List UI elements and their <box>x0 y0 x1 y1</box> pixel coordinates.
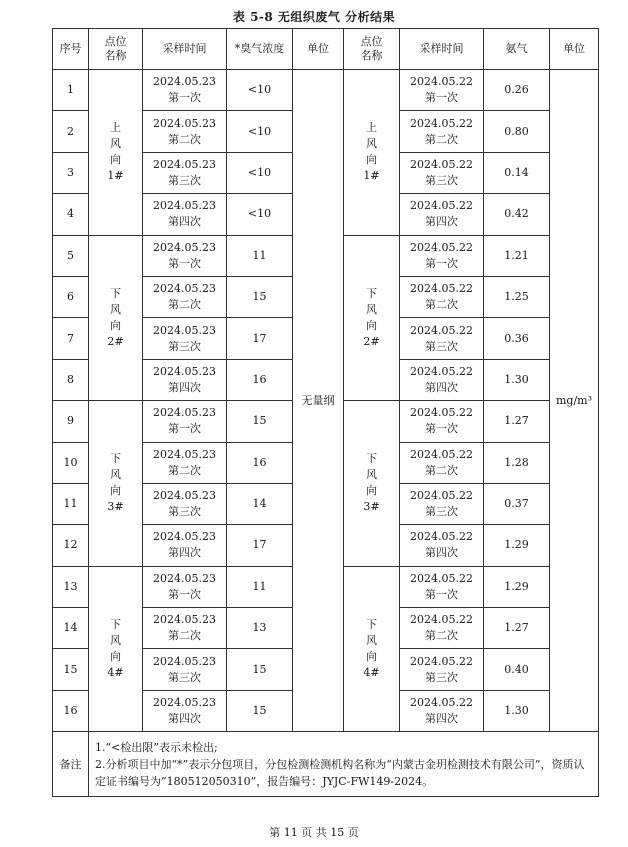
point-name-left-char: 向 <box>110 318 121 332</box>
header-unit: 单位 <box>293 29 344 70</box>
point-name-right-char: 向 <box>366 649 377 663</box>
point-name-left-char: 向 <box>110 153 121 167</box>
sample-time-left-count: 第三次 <box>168 670 201 684</box>
nh3-value: 0.26 <box>484 70 550 111</box>
sample-time-left <box>143 442 227 483</box>
sample-time-left <box>143 483 227 524</box>
point-name-left <box>89 401 143 567</box>
sample-time-left-date: 2024.05.23 <box>153 696 216 710</box>
sample-time-left <box>143 566 227 607</box>
nh3-value: 0.42 <box>484 194 550 235</box>
sample-time-left <box>143 649 227 690</box>
note-line-1: 1.“<检出限”表示未检出; <box>95 740 218 754</box>
sample-time-left-date: 2024.05.23 <box>153 447 216 461</box>
seq-cell: 13 <box>53 566 89 607</box>
point-name-left-char: 上 <box>110 121 121 135</box>
seq-cell: 16 <box>53 690 89 731</box>
header-point-line: 名称 <box>104 49 127 62</box>
table-title: 表 5-8 无组织废气 分析结果 <box>232 10 396 24</box>
sample-time-right-count: 第一次 <box>425 256 458 270</box>
header-point-line: 点位 <box>360 35 383 48</box>
sample-time-right-date: 2024.05.22 <box>410 282 473 296</box>
point-name-left-char: 向 <box>110 484 121 498</box>
point-name-left-char: 下 <box>110 617 121 631</box>
sample-time-left <box>143 111 227 152</box>
point-name-right <box>344 401 400 567</box>
odor-value: 11 <box>227 235 293 276</box>
sample-time-right-count: 第三次 <box>425 173 458 187</box>
sample-time-left-count: 第一次 <box>168 256 201 270</box>
seq-cell: 2 <box>53 111 89 152</box>
seq-cell: 11 <box>53 483 89 524</box>
nh3-value: 0.37 <box>484 483 550 524</box>
sample-time-right-date: 2024.05.22 <box>410 696 473 710</box>
point-name-right <box>344 566 400 732</box>
sample-time-left-count: 第四次 <box>168 215 201 229</box>
sample-time-left-count: 第二次 <box>168 132 201 146</box>
odor-value: 17 <box>227 525 293 566</box>
seq-cell: 6 <box>53 276 89 317</box>
nh3-value: 1.25 <box>484 276 550 317</box>
sample-time-right <box>400 566 484 607</box>
nh3-value: 0.80 <box>484 111 550 152</box>
sample-time-right <box>400 276 484 317</box>
sample-time-right <box>400 70 484 111</box>
header-time-2: 采样时间 <box>400 29 484 70</box>
sample-time-left-count: 第四次 <box>168 380 201 394</box>
odor-value: 13 <box>227 608 293 649</box>
nh3-value: 0.36 <box>484 318 550 359</box>
sample-time-right <box>400 235 484 276</box>
point-name-right-char: 1# <box>363 169 380 183</box>
sample-time-right-date: 2024.05.22 <box>410 157 473 171</box>
odor-value: 15 <box>227 276 293 317</box>
point-name-left <box>89 70 143 236</box>
nh3-value: 1.21 <box>484 235 550 276</box>
header-unit-2: 单位 <box>550 29 599 70</box>
point-name-right-char: 4# <box>363 665 380 679</box>
point-name-left <box>89 235 143 401</box>
header-row <box>53 29 599 70</box>
point-name-right-char: 向 <box>366 153 377 167</box>
point-name-left-char: 风 <box>110 468 121 482</box>
sample-time-left <box>143 401 227 442</box>
sample-time-left-count: 第三次 <box>168 339 201 353</box>
sample-time-right-count: 第三次 <box>425 670 458 684</box>
sample-time-left-date: 2024.05.23 <box>153 364 216 378</box>
point-name-right <box>344 235 400 401</box>
sample-time-left-date: 2024.05.23 <box>153 406 216 420</box>
sample-time-left <box>143 525 227 566</box>
sample-time-right-date: 2024.05.22 <box>410 323 473 337</box>
point-name-left-char: 风 <box>110 633 121 647</box>
sample-time-right-count: 第二次 <box>425 629 458 643</box>
sample-time-left <box>143 70 227 111</box>
point-name-right-char: 上 <box>366 121 377 135</box>
sample-time-left-count: 第二次 <box>168 463 201 477</box>
sample-time-right <box>400 608 484 649</box>
nh3-value: 1.27 <box>484 608 550 649</box>
nh3-value: 1.27 <box>484 401 550 442</box>
sample-time-left-count: 第四次 <box>168 546 201 560</box>
page-footer: 第 11 页 共 15 页 <box>269 826 359 839</box>
sample-time-right-date: 2024.05.22 <box>410 489 473 503</box>
point-name-left-char: 4# <box>107 665 124 679</box>
point-name-left-char: 风 <box>110 137 121 151</box>
point-name-right-char: 下 <box>366 617 377 631</box>
sample-time-right-date: 2024.05.22 <box>410 447 473 461</box>
sample-time-right-count: 第四次 <box>425 546 458 560</box>
sample-time-left-date: 2024.05.23 <box>153 282 216 296</box>
sample-time-left-count: 第二次 <box>168 298 201 312</box>
note-line-2: 2.分析项目中加“*”表示分包项目，分包检测检测机构名称为“内蒙古金玥检测技术有限公司”，资质认定证书编号为“180512050310”，报告编号：JYJC-FW149-2024。 <box>95 757 585 788</box>
notes-label: 备注 <box>53 732 89 797</box>
sample-time-left-date: 2024.05.23 <box>153 240 216 254</box>
header-point-line: 名称 <box>360 49 383 62</box>
seq-cell: 15 <box>53 649 89 690</box>
point-name-right-char: 2# <box>363 334 380 348</box>
sample-time-right <box>400 442 484 483</box>
nh3-value: 1.30 <box>484 359 550 400</box>
sample-time-right <box>400 152 484 193</box>
sample-time-right-date: 2024.05.22 <box>410 75 473 89</box>
odor-value: 16 <box>227 442 293 483</box>
unit-nh3: mg/m³ <box>550 70 599 732</box>
sample-time-left-date: 2024.05.23 <box>153 75 216 89</box>
sample-time-right-count: 第三次 <box>425 505 458 519</box>
sample-time-left <box>143 235 227 276</box>
sample-time-right <box>400 483 484 524</box>
sample-time-left-count: 第二次 <box>168 629 201 643</box>
sample-time-right-date: 2024.05.22 <box>410 654 473 668</box>
sample-time-left <box>143 194 227 235</box>
point-name-right-char: 向 <box>366 318 377 332</box>
sample-time-right-count: 第一次 <box>425 587 458 601</box>
point-name-right-char: 风 <box>366 468 377 482</box>
seq-cell: 1 <box>53 70 89 111</box>
sample-time-left-count: 第四次 <box>168 712 201 726</box>
point-name-left-char: 2# <box>107 334 124 348</box>
point-name-left-char: 3# <box>107 500 124 514</box>
sample-time-right-count: 第二次 <box>425 463 458 477</box>
sample-time-left-date: 2024.05.23 <box>153 199 216 213</box>
sample-time-left-count: 第三次 <box>168 173 201 187</box>
odor-value: 15 <box>227 690 293 731</box>
sample-time-left <box>143 276 227 317</box>
nh3-value: 1.30 <box>484 690 550 731</box>
point-name-right-char: 风 <box>366 137 377 151</box>
nh3-value: 0.40 <box>484 649 550 690</box>
sample-time-left-date: 2024.05.23 <box>153 571 216 585</box>
nh3-value: 1.29 <box>484 525 550 566</box>
odor-value: 15 <box>227 649 293 690</box>
sample-time-left <box>143 359 227 400</box>
sample-time-right-count: 第二次 <box>425 298 458 312</box>
seq-cell: 7 <box>53 318 89 359</box>
sample-time-right <box>400 194 484 235</box>
point-name-left <box>89 566 143 732</box>
seq-cell: 10 <box>53 442 89 483</box>
point-name-left-char: 下 <box>110 286 121 300</box>
nh3-value: 1.29 <box>484 566 550 607</box>
header-nh3: 氨气 <box>484 29 550 70</box>
point-name-right-char: 3# <box>363 500 380 514</box>
sample-time-left-date: 2024.05.23 <box>153 157 216 171</box>
odor-value: <10 <box>227 70 293 111</box>
seq-cell: 3 <box>53 152 89 193</box>
point-name-left-char: 向 <box>110 649 121 663</box>
sample-time-right-date: 2024.05.22 <box>410 406 473 420</box>
analysis-results-table <box>52 28 599 797</box>
sample-time-left <box>143 608 227 649</box>
point-name-right-char: 下 <box>366 286 377 300</box>
sample-time-right-date: 2024.05.22 <box>410 571 473 585</box>
notes-row <box>53 732 599 797</box>
sample-time-left-date: 2024.05.23 <box>153 530 216 544</box>
header-point <box>89 29 143 70</box>
point-name-left-char: 1# <box>107 169 124 183</box>
sample-time-left-date: 2024.05.23 <box>153 613 216 627</box>
sample-time-right-date: 2024.05.22 <box>410 116 473 130</box>
notes-content <box>89 732 599 797</box>
odor-value: 17 <box>227 318 293 359</box>
sample-time-right <box>400 525 484 566</box>
header-time: 采样时间 <box>143 29 227 70</box>
sample-time-right-date: 2024.05.22 <box>410 530 473 544</box>
sample-time-right-date: 2024.05.22 <box>410 613 473 627</box>
point-name-right-char: 向 <box>366 484 377 498</box>
point-name-right <box>344 70 400 236</box>
seq-cell: 5 <box>53 235 89 276</box>
sample-time-right <box>400 649 484 690</box>
sample-time-right <box>400 401 484 442</box>
sample-time-right-count: 第三次 <box>425 339 458 353</box>
header-point-line: 点位 <box>104 35 127 48</box>
sample-time-right-count: 第四次 <box>425 380 458 394</box>
sample-time-right-count: 第四次 <box>425 215 458 229</box>
point-name-left-char: 风 <box>110 302 121 316</box>
point-name-right-char: 风 <box>366 302 377 316</box>
sample-time-right-count: 第一次 <box>425 422 458 436</box>
sample-time-left-date: 2024.05.23 <box>153 489 216 503</box>
seq-cell: 14 <box>53 608 89 649</box>
sample-time-right <box>400 111 484 152</box>
odor-value: 15 <box>227 401 293 442</box>
sample-time-left-date: 2024.05.23 <box>153 654 216 668</box>
seq-cell: 8 <box>53 359 89 400</box>
header-point-2 <box>344 29 400 70</box>
table-body <box>53 70 599 732</box>
odor-value: <10 <box>227 194 293 235</box>
sample-time-right <box>400 690 484 731</box>
unit-odor: 无量纲 <box>293 70 344 732</box>
sample-time-left-count: 第一次 <box>168 91 201 105</box>
sample-time-right-date: 2024.05.22 <box>410 240 473 254</box>
odor-value: <10 <box>227 111 293 152</box>
sample-time-left-count: 第一次 <box>168 422 201 436</box>
seq-cell: 9 <box>53 401 89 442</box>
table-row <box>53 70 599 111</box>
sample-time-right-count: 第一次 <box>425 91 458 105</box>
sample-time-left-count: 第一次 <box>168 587 201 601</box>
point-name-left-char: 下 <box>110 452 121 466</box>
odor-value: 14 <box>227 483 293 524</box>
sample-time-left-date: 2024.05.23 <box>153 116 216 130</box>
sample-time-right <box>400 318 484 359</box>
seq-cell: 4 <box>53 194 89 235</box>
point-name-right-char: 风 <box>366 633 377 647</box>
sample-time-left-count: 第三次 <box>168 505 201 519</box>
sample-time-right-date: 2024.05.22 <box>410 364 473 378</box>
header-seq: 序号 <box>53 29 89 70</box>
odor-value: 11 <box>227 566 293 607</box>
odor-value: <10 <box>227 152 293 193</box>
sample-time-left <box>143 152 227 193</box>
sample-time-right-date: 2024.05.22 <box>410 199 473 213</box>
header-odor: *臭气浓度 <box>227 29 293 70</box>
sample-time-right-count: 第二次 <box>425 132 458 146</box>
sample-time-left <box>143 318 227 359</box>
sample-time-right <box>400 359 484 400</box>
seq-cell: 12 <box>53 525 89 566</box>
sample-time-left-date: 2024.05.23 <box>153 323 216 337</box>
sample-time-right-count: 第四次 <box>425 712 458 726</box>
odor-value: 16 <box>227 359 293 400</box>
nh3-value: 0.14 <box>484 152 550 193</box>
nh3-value: 1.28 <box>484 442 550 483</box>
sample-time-left <box>143 690 227 731</box>
point-name-right-char: 下 <box>366 452 377 466</box>
